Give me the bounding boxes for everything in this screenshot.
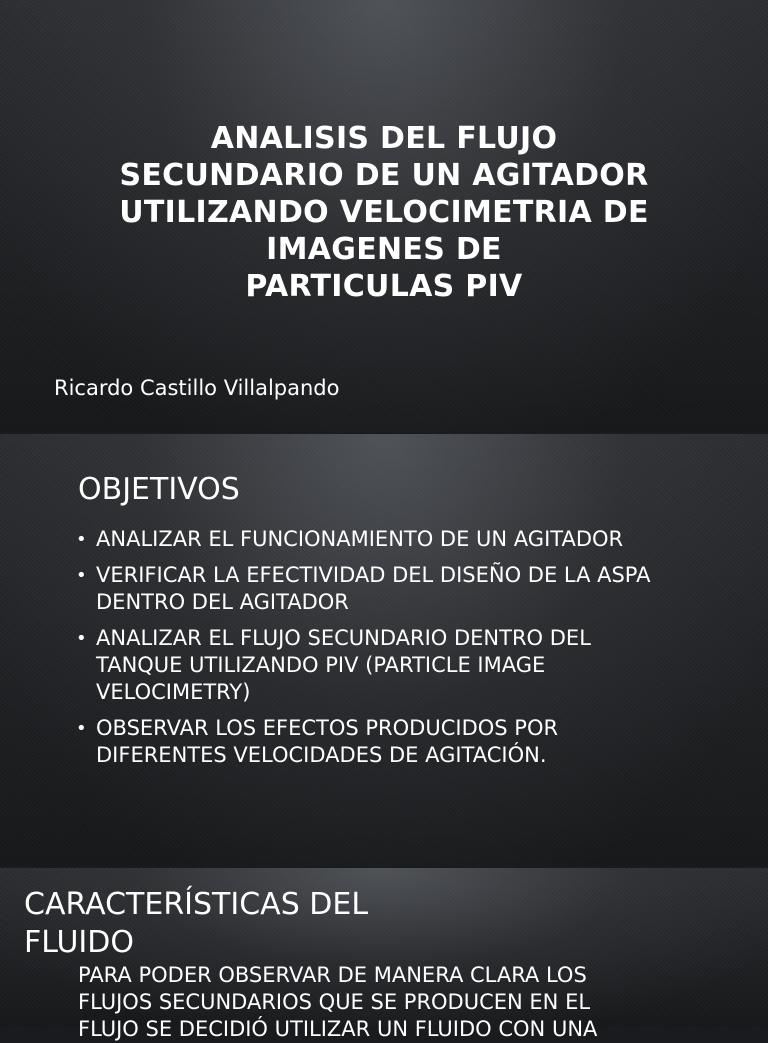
bullet-icon: • (76, 565, 87, 586)
list-item-text: TANQUE UTILIZANDO PIV (PARTICLE IMAGE (96, 653, 546, 677)
author-name: Ricardo Castillo Villalpando (54, 376, 340, 400)
title-line: SECUNDARIO DE UN AGITADOR (119, 158, 649, 193)
list-item-text: DIFERENTES VELOCIDADES DE AGITACIÓN. (96, 743, 547, 767)
objectives-list (76, 526, 716, 778)
list-item (76, 526, 716, 553)
list-item-text: OBSERVAR LOS EFECTOS PRODUCIDOS POR (96, 716, 559, 740)
title-line: UTILIZANDO VELOCIMETRIA DE (119, 195, 649, 230)
slide-objectives (0, 434, 768, 866)
list-item-text: ANALIZAR EL FLUJO SECUNDARIO DENTRO DEL (96, 626, 591, 650)
bullet-icon: • (76, 529, 87, 550)
title-line: ANALISIS DEL FLUJO (210, 121, 558, 156)
heading-line: FLUIDO (24, 925, 134, 960)
slide-heading: OBJETIVOS (78, 472, 240, 507)
list-item-text: ANALIZAR EL FUNCIONAMIENTO DE UN AGITADOR (96, 527, 624, 551)
list-item-text: DENTRO DEL AGITADOR (96, 590, 349, 614)
list-item (76, 715, 716, 769)
slide-fluid-characteristics (0, 868, 768, 1041)
title-line: IMAGENES DE (266, 232, 502, 267)
slide-title (0, 0, 768, 432)
paragraph-line: PARA PODER OBSERVAR DE MANERA CLARA LOS (78, 963, 587, 987)
list-item (76, 562, 716, 616)
paragraph-line: FLUJOS SECUNDARIOS QUE SE PRODUCEN EN EL (78, 990, 591, 1014)
list-item (76, 625, 716, 706)
paragraph-line: FLUJO SE DECIDIÓ UTILIZAR UN FLUIDO CON UNA (78, 1017, 598, 1041)
slide-heading (24, 886, 424, 962)
bullet-icon: • (76, 628, 87, 649)
list-item-text: VELOCIMETRY) (96, 680, 251, 704)
heading-line: CARACTERÍSTICAS DEL (24, 887, 369, 922)
bullet-icon: • (76, 718, 87, 739)
slide-paragraph (78, 962, 678, 1043)
title-line: PARTICULAS PIV (245, 269, 523, 304)
list-item-text: VERIFICAR LA EFECTIVIDAD DEL DISEÑO DE LA ASPA (96, 563, 651, 587)
presentation-title (80, 120, 688, 305)
